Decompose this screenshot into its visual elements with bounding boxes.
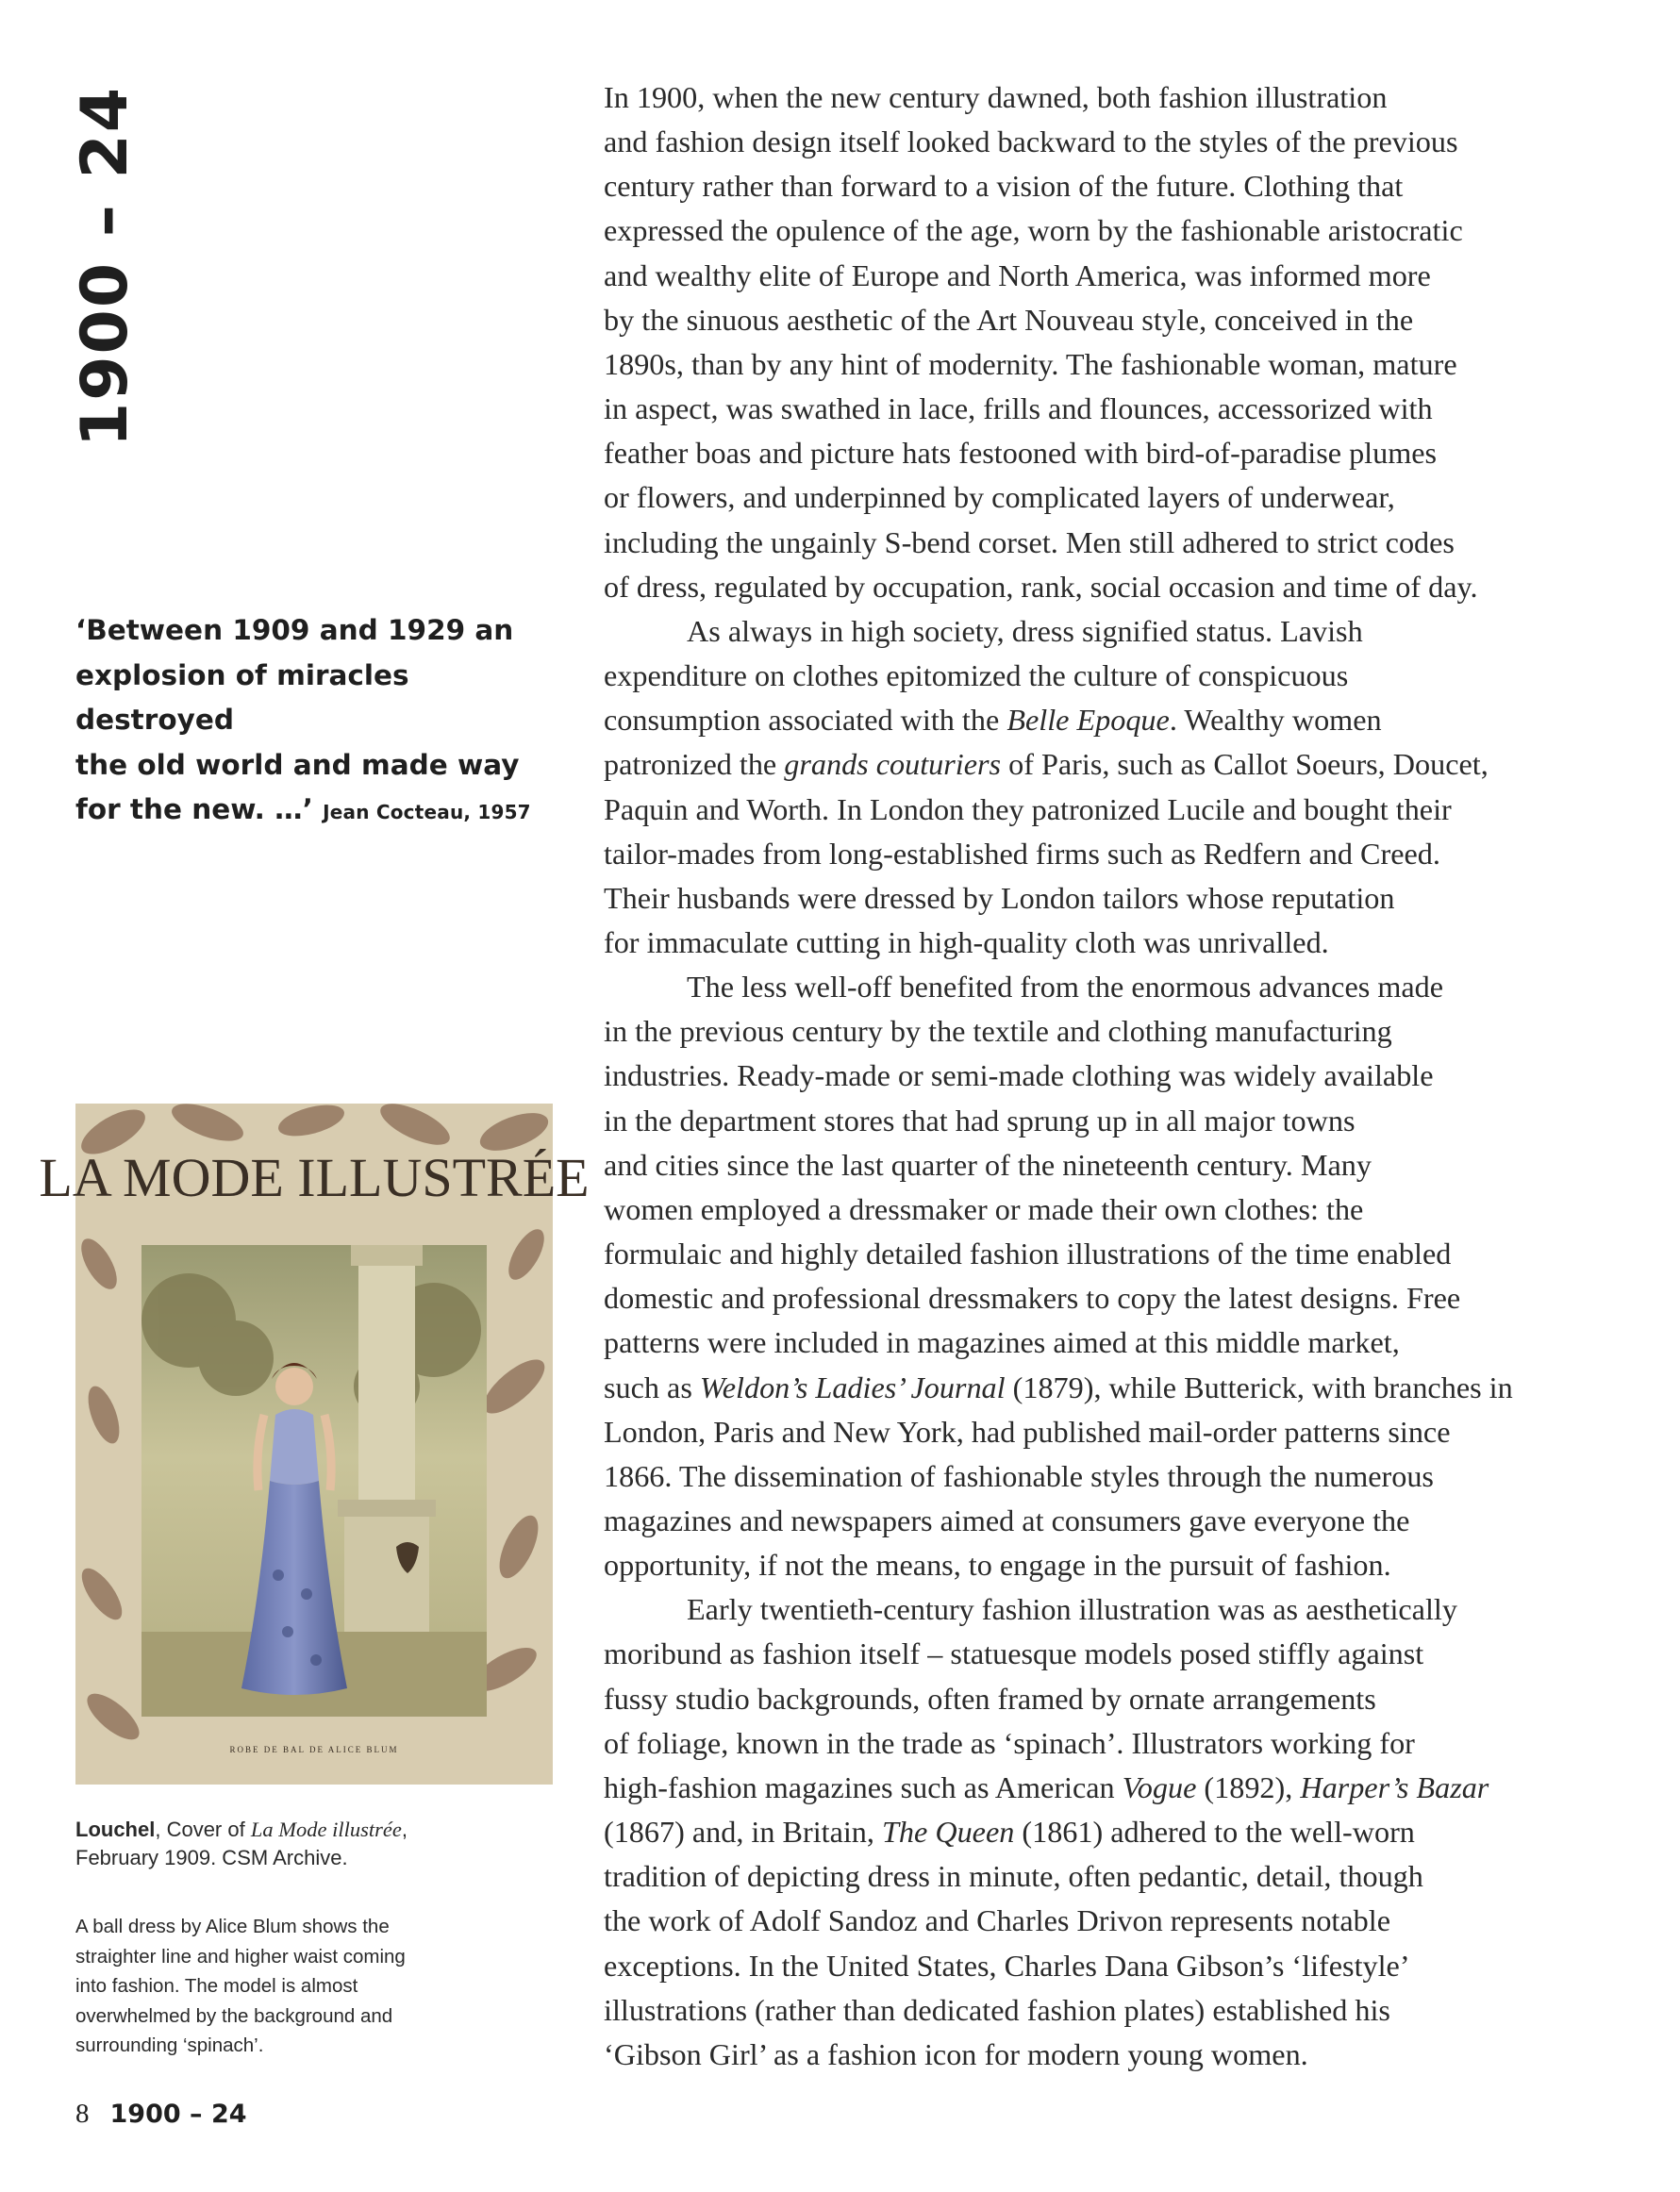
text-run: such as (604, 1370, 700, 1404)
caption-line (75, 1816, 552, 1844)
italic-term: Belle Epoque (1006, 703, 1170, 738)
paragraph-2 (604, 609, 1604, 965)
text-line: in aspect, was swathed in lace, frills and flounces, accessorized with (604, 391, 1433, 426)
pull-quote-line: for the new. …’ (75, 793, 324, 825)
text-line: feather boas and picture hats festooned with bird-of-paradise plumes (604, 436, 1438, 471)
text-line: in the previous century by the textile and clothing manufacturing (604, 1014, 1392, 1049)
quote-attribution: Jean Cocteau, 1957 (323, 801, 531, 823)
paragraph-3 (604, 965, 1604, 1587)
text-line: illustrations (rather than dedicated fashion plates) established his (604, 1992, 1390, 2027)
italic-term: Vogue (1122, 1769, 1197, 1804)
text-line: As always in high society, dress signified status. Lavish (687, 613, 1363, 648)
text-line: century rather than forward to a vision of the future. Clothing that (604, 169, 1404, 204)
text-line: in the department stores that had sprung up in all major towns (604, 1103, 1356, 1138)
caption-work-title: La Mode illustrée (250, 1818, 402, 1841)
figure-caption-title (75, 1816, 552, 1872)
italic-term: Harper’s Bazar (1300, 1769, 1489, 1804)
text-line: expressed the opulence of the age, worn by the fashionable aristocratic (604, 213, 1463, 248)
caption-date-line: February 1909. CSM Archive. (75, 1846, 348, 1869)
text-line: tradition of depicting dress in minute, often pedantic, detail, though (604, 1859, 1423, 1894)
figure-caption-description (75, 1912, 538, 2061)
magazine-cover-image (39, 1104, 590, 1785)
text-line (604, 742, 1604, 787)
paragraph-1 (604, 75, 1604, 609)
text-line: fussy studio backgrounds, often framed by ornate arrangements (604, 1681, 1376, 1716)
text-line: of dress, regulated by occupation, rank, social occasion and time of day. (604, 569, 1478, 604)
text-line: women employed a dressmaker or made their own clothes: the (604, 1191, 1364, 1226)
text-line: tailor-mades from long-established firms such as Redfern and Creed. (604, 836, 1440, 871)
italic-term: Weldon’s Ladies’ Journal (699, 1370, 1006, 1404)
text-line (604, 1766, 1604, 1810)
text-run: . Wealthy women (1169, 703, 1382, 738)
text-run: (1867) and, in Britain, (604, 1815, 882, 1850)
body-text (604, 75, 1604, 2077)
text-line: Early twentieth-century fashion illustration was as aesthetically (687, 1592, 1457, 1627)
caption-prefix: , Cover of (155, 1818, 251, 1841)
italic-term: grands couturiers (784, 747, 1002, 782)
pull-quote (75, 608, 557, 836)
pull-quote-line-last (75, 788, 557, 836)
page-footer (75, 2099, 247, 2130)
text-line (604, 1366, 1604, 1410)
text-line: patterns were included in magazines aimed at this middle market, (604, 1325, 1400, 1360)
caption-description-line: straighter line and higher waist coming (75, 1945, 406, 1968)
text-line: the work of Adolf Sandoz and Charles Drivon represents notable (604, 1903, 1390, 1938)
text-line: by the sinuous aesthetic of the Art Nouveau style, conceived in the (604, 302, 1414, 337)
footer-section-title: 1900 – 24 (109, 2100, 247, 2129)
caption-suffix: , (401, 1818, 408, 1841)
text-line (604, 1810, 1604, 1854)
text-line: and cities since the last quarter of the nineteenth century. Many (604, 1147, 1372, 1182)
text-line: domestic and professional dressmakers to copy the latest designs. Free (604, 1281, 1461, 1316)
text-run: (1879), while Butterick, with branches in (1005, 1370, 1513, 1404)
text-line: expenditure on clothes epitomized the culture of conspicuous (604, 658, 1349, 693)
text-line: 1866. The dissemination of fashionable styles through the numerous (604, 1458, 1434, 1493)
text-line: opportunity, if not the means, to engage in the pursuit of fashion. (604, 1548, 1391, 1583)
text-line (604, 698, 1604, 742)
text-run: patronized the (604, 747, 785, 782)
pull-quote-line: ‘Between 1909 and 1929 an (75, 614, 514, 646)
text-line: formulaic and highly detailed fashion illustrations of the time enabled (604, 1237, 1452, 1271)
caption-artist: Louchel (75, 1818, 156, 1841)
text-line: magazines and newspapers aimed at consumers gave everyone the (604, 1503, 1410, 1537)
chapter-heading-vertical (68, 77, 143, 455)
caption-description-line: into fashion. The model is almost (75, 1975, 358, 1997)
text-line: Their husbands were dressed by London tailors whose reputation (604, 880, 1395, 915)
caption-description-line: A ball dress by Alice Blum shows the (75, 1916, 390, 1937)
text-line: London, Paris and New York, had published mail-order patterns since (604, 1414, 1451, 1449)
text-line: Paquin and Worth. In London they patronized Lucile and bought their (604, 791, 1452, 826)
pull-quote-line: the old world and made way (75, 748, 520, 781)
text-run: of Paris, such as Callot Soeurs, Doucet, (1001, 747, 1489, 782)
text-run: (1892), (1196, 1769, 1301, 1804)
paragraph-4 (604, 1587, 1604, 2077)
text-line: or flowers, and underpinned by complicated layers of underwear, (604, 480, 1395, 515)
text-line: exceptions. In the United States, Charles Dana Gibson’s ‘lifestyle’ (604, 1948, 1410, 1983)
page-number: 8 (75, 2099, 90, 2129)
text-line: 1890s, than by any hint of modernity. The fashionable woman, mature (604, 346, 1457, 381)
text-run: consumption associated with the (604, 703, 1007, 738)
text-line: of foliage, known in the trade as ‘spinach’. Illustrators working for (604, 1725, 1415, 1760)
text-line: and wealthy elite of Europe and North America, was informed more (604, 257, 1431, 292)
text-line: and fashion design itself looked backward to the styles of the previous (604, 125, 1458, 159)
text-run: high-fashion magazines such as American (604, 1769, 1123, 1804)
text-line: ‘Gibson Girl’ as a fashion icon for modern young women. (604, 2036, 1308, 2071)
masthead-text: LA MODE ILLUSTRÉE (39, 1147, 590, 1208)
text-line: including the ungainly S-bend corset. Men still adhered to strict codes (604, 524, 1455, 559)
pull-quote-line: explosion of miracles destroyed (75, 658, 409, 736)
text-line: moribund as fashion itself – statuesque models posed stiffly against (604, 1636, 1424, 1671)
plate-caption: ROBE DE BAL DE ALICE BLUM (229, 1745, 399, 1754)
caption-description-line: overwhelmed by the background and (75, 2004, 393, 2027)
caption-description-line: surrounding ‘spinach’. (75, 2034, 264, 2056)
text-line: for immaculate cutting in high-quality cloth was unrivalled. (604, 924, 1329, 959)
text-line: industries. Ready-made or semi-made clothing was widely available (604, 1058, 1434, 1093)
text-line: The less well-off benefited from the enormous advances made (687, 970, 1444, 1005)
magazine-cover-illustration (39, 1104, 590, 1785)
chapter-heading-text: 1900 – 24 (68, 85, 143, 447)
text-line: In 1900, when the new century dawned, both fashion illustration (604, 80, 1388, 114)
text-run: (1861) adhered to the well-worn (1014, 1815, 1415, 1850)
italic-term: The Queen (882, 1815, 1015, 1850)
